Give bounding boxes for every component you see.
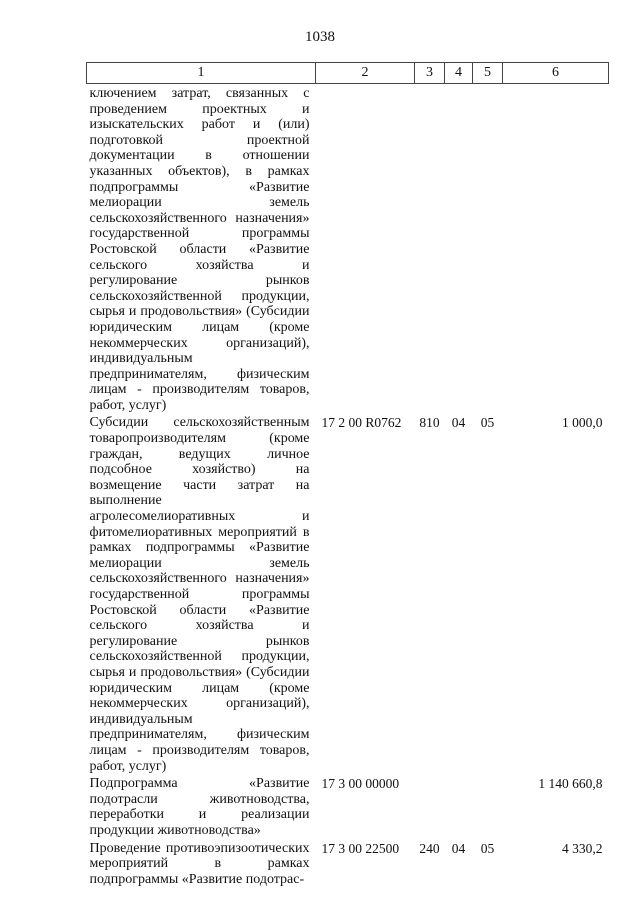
row-section	[445, 84, 473, 414]
row-amount: 4 330,2	[562, 840, 603, 856]
table-header-row	[87, 63, 609, 84]
table-row	[87, 413, 609, 774]
column-header: 5	[473, 63, 503, 84]
row-amount: 1 000,0	[562, 415, 603, 431]
row-expense-type: 240	[419, 840, 440, 856]
column-header: 2	[316, 63, 415, 84]
row-section: 04	[451, 415, 466, 431]
row-subsection: 05	[480, 415, 495, 431]
row-expense-type	[415, 84, 445, 414]
table-row	[87, 774, 609, 838]
row-expense-type	[415, 774, 445, 838]
row-description: ключением затрат, связанных с проведением проектных и изыскательских работ и (или) подготовкой проектной документации в отношении указанных объектов), в рамках подпрограммы «Развитие мелиорации земель сельскохозяйственного назначения» государственной программы Ростовской области «Развитие сельского хозяйства и регулирование рынков сельскохозяйственной продукции, сырья и продовольствия» (Субсидии юридическим лицам (кроме некоммерческих организаций), индивидуальным предпринимателям, физическим лицам - производителям товаров, работ, услуг)	[89, 86, 310, 413]
row-amount	[503, 84, 609, 414]
row-description: Подпрограмма «Развитие подотрасли животноводства, переработки и реализации продукции животноводства»	[89, 776, 310, 838]
column-header: 1	[87, 63, 316, 84]
row-amount: 1 140 660,8	[538, 776, 603, 792]
column-header: 4	[445, 63, 473, 84]
budget-table	[86, 62, 609, 887]
row-target-code: 17 3 00 00000	[321, 776, 400, 792]
row-target-code: 17 3 00 22500	[321, 840, 400, 856]
row-section	[445, 774, 473, 838]
row-description: Субсидии сельскохозяйственным товаропроизводителям (кроме граждан, ведущих личное подсобное хозяйство) на возмещение части затрат на выполнение агролесомелиоративных и фитомелиоративных мероприятий в рамках подпрограммы «Развитие мелиорации земель сельскохозяйственного назначения» государственной программы Ростовской области «Развитие сельского хозяйства и регулирование рынков сельскохозяйственной продукции, сырья и продовольствия» (Субсидии юридическим лицам (кроме некоммерческих организаций), индивидуальным предпринимателям, физическим лицам - производителям товаров, работ, услуг)	[89, 415, 310, 774]
row-section: 04	[451, 840, 466, 856]
row-expense-type: 810	[419, 415, 440, 431]
table-row	[87, 839, 609, 888]
row-target-code	[316, 84, 415, 414]
row-description: Проведение противоэпизоотических мероприятий в рамках подпрограммы «Развитие подотрас-	[89, 840, 310, 887]
column-header: 3	[415, 63, 445, 84]
row-subsection	[473, 84, 503, 414]
page-number: 1038	[305, 29, 335, 45]
row-subsection: 05	[480, 840, 495, 856]
table-row	[87, 84, 609, 414]
column-header: 6	[503, 63, 609, 84]
row-subsection	[473, 774, 503, 838]
row-target-code: 17 2 00 R0762	[321, 415, 402, 431]
